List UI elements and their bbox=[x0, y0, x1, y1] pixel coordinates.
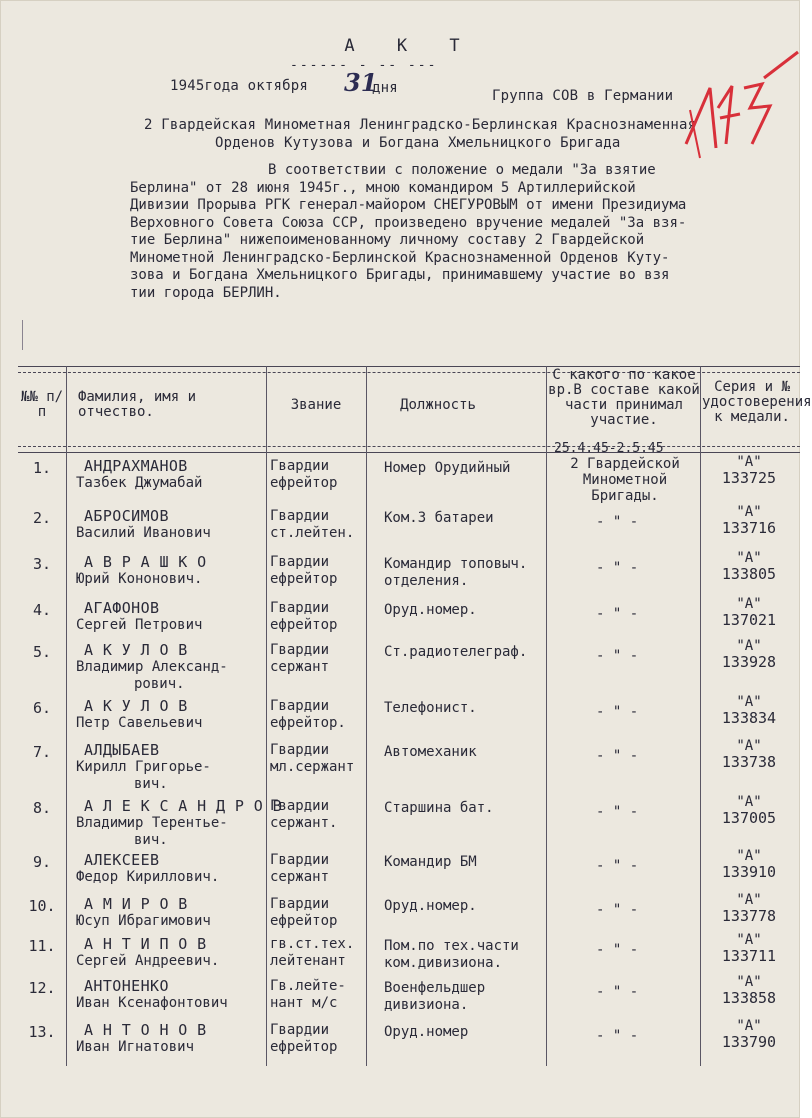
medal-series: "А" bbox=[736, 892, 762, 908]
medal-number: 133928 bbox=[721, 653, 777, 671]
given-name: Иван Игнатович bbox=[76, 1039, 195, 1055]
row-number: 1. bbox=[32, 459, 52, 477]
rank-line-1: Гвардии bbox=[270, 1022, 330, 1038]
brigade-line-2: Орденов Кутузова и Богдана Хмельницкого Бригада bbox=[215, 135, 621, 151]
header-bottom-rule-solid bbox=[18, 452, 800, 453]
medal-number: 133711 bbox=[721, 947, 777, 965]
medal-number: 133834 bbox=[721, 709, 777, 727]
given-name-cont: рович. bbox=[134, 676, 185, 692]
row-number: 8. bbox=[32, 799, 52, 817]
preamble-line: зова и Богдана Хмельницкого Бригады, принимавшему участие во взя bbox=[130, 267, 670, 283]
rank-line-1: Гвардии bbox=[270, 600, 330, 616]
award-table bbox=[18, 366, 812, 1066]
medal-number: 137021 bbox=[721, 611, 777, 629]
preamble-line: Минометной Ленинградско-Берлинской Краснознаменной Орденов Куту- bbox=[130, 249, 670, 266]
red-handwritten-mark bbox=[680, 48, 800, 168]
given-name: Владимир Терентье- bbox=[76, 815, 228, 831]
medal-series: "А" bbox=[736, 974, 762, 990]
medal-series: "А" bbox=[736, 694, 762, 710]
handwritten-day: 31 bbox=[344, 68, 378, 97]
brigade-line-1: 2 Гвардейская Минометная Ленинградско-Берлинская Краснознаменная bbox=[144, 117, 697, 133]
margin-mark bbox=[22, 320, 23, 350]
given-name: Юрий Кононович. bbox=[76, 571, 203, 587]
surname: А К У Л О В bbox=[84, 641, 188, 659]
preamble-line: Верховного Совета Союза ССР, произведено вручение медалей "За взя- bbox=[130, 214, 687, 231]
given-name-cont: вич. bbox=[134, 832, 168, 848]
surname: АНТОНЕНКО bbox=[84, 977, 169, 995]
medal-series: "А" bbox=[736, 848, 762, 864]
medal-number: 133805 bbox=[721, 565, 777, 583]
unit-ditto: - " - bbox=[596, 1028, 639, 1044]
given-name: Сергей Петрович bbox=[76, 617, 203, 633]
rank-line-2: сержант. bbox=[270, 815, 338, 831]
surname: А В Р А Ш К О bbox=[84, 553, 207, 571]
given-name: Сергей Андреевич. bbox=[76, 953, 220, 969]
medal-series: "А" bbox=[736, 794, 762, 810]
rank-line-2: сержант bbox=[270, 659, 330, 675]
rank-line-2: ефрейтор bbox=[270, 571, 338, 587]
rank-line-1: Гвардии bbox=[270, 698, 330, 714]
rank-line-2: ст.лейтен. bbox=[270, 525, 355, 541]
unit-ditto: - " - bbox=[596, 648, 639, 664]
row-number: 5. bbox=[32, 643, 52, 661]
surname: А Н Т О Н О В bbox=[84, 1021, 207, 1039]
surname: АГАФОНОВ bbox=[84, 599, 160, 617]
medal-series: "А" bbox=[736, 596, 762, 612]
row-number: 3. bbox=[32, 555, 52, 573]
position-line-1: Оруд.номер. bbox=[384, 898, 477, 914]
preamble-line: тие Берлина" нижепоименованному личному составу 2 Гвардейской bbox=[130, 232, 645, 248]
unit-ditto: - " - bbox=[596, 942, 639, 958]
rank-line-2: ефрейтор bbox=[270, 913, 338, 929]
header-rank: Звание bbox=[290, 397, 342, 413]
surname: АНДРАХМАНОВ bbox=[84, 457, 188, 475]
position-line-1: Ст.радиотелеграф. bbox=[384, 644, 528, 660]
surname: АБРОСИМОВ bbox=[84, 507, 169, 525]
rank-line-2: ефрейтор bbox=[270, 1039, 338, 1055]
medal-series: "А" bbox=[736, 638, 762, 654]
medal-series: "А" bbox=[736, 738, 762, 754]
unit-ditto: - " - bbox=[596, 704, 639, 720]
title-underline: ------ - -- --- bbox=[290, 58, 438, 73]
medal-number: 133858 bbox=[721, 989, 777, 1007]
preamble-line: Берлина" от 28 июня 1945г., мною командиром 5 Артиллерийской bbox=[130, 179, 636, 196]
preamble-line: Дивизии Прорыва РГК генерал-майором СНЕГУРОВЫМ от имени Президиума bbox=[130, 197, 687, 213]
col-divider bbox=[546, 366, 547, 1066]
rank-line-1: гв.ст.тех. bbox=[270, 936, 355, 952]
position-line-1: Оруд.номер. bbox=[384, 602, 477, 618]
col-divider bbox=[700, 366, 701, 1066]
position-line-1: Номер Орудийный bbox=[384, 460, 511, 476]
rank-line-1: Гвардии bbox=[270, 798, 330, 814]
medal-number: 133790 bbox=[721, 1033, 777, 1051]
given-name: Юсуп Ибрагимович bbox=[76, 913, 211, 929]
position-line-1: Автомеханик bbox=[384, 744, 477, 760]
preamble-line: В соответствии с положение о медали "За взятие bbox=[268, 162, 656, 178]
rank-line-1: Гв.лейте- bbox=[270, 978, 346, 994]
surname: А Н Т И П О В bbox=[84, 935, 207, 953]
surname: А К У Л О В bbox=[84, 697, 188, 715]
medal-series: "А" bbox=[736, 504, 762, 520]
position-line-1: Командир БМ bbox=[384, 854, 477, 870]
medal-number: 133716 bbox=[721, 519, 777, 537]
rank-line-1: Гвардии bbox=[270, 458, 330, 474]
row-number: 4. bbox=[32, 601, 52, 619]
row-number: 9. bbox=[32, 853, 52, 871]
medal-number: 133725 bbox=[721, 469, 777, 487]
header-unit: С какого по какое вр.В составе какой части принимал участие. bbox=[548, 367, 700, 428]
rank-line-2: мл.сержант bbox=[270, 759, 355, 775]
rank-line-1: Гвардии bbox=[270, 508, 330, 524]
position-line-2: ком.дивизиона. bbox=[384, 955, 503, 971]
given-name: Владимир Александ- bbox=[76, 659, 228, 675]
row-number: 7. bbox=[32, 743, 52, 761]
header-num: №№ п/п bbox=[20, 389, 64, 420]
position-line-2: отделения. bbox=[384, 573, 469, 589]
position-line-1: Старшина бат. bbox=[384, 800, 494, 816]
unit-ditto: - " - bbox=[596, 984, 639, 1000]
surname: АЛЕКСЕЕВ bbox=[84, 851, 160, 869]
header-medal: Серия и № удостоверения к медали. bbox=[702, 379, 812, 425]
preamble-text bbox=[130, 162, 770, 302]
rank-line-1: Гвардии bbox=[270, 554, 330, 570]
given-name: Иван Ксенафонтович bbox=[76, 995, 228, 1011]
header-name: Фамилия, имя и отчество. bbox=[78, 389, 197, 420]
medal-number: 133738 bbox=[721, 753, 777, 771]
unit-ditto: - " - bbox=[596, 804, 639, 820]
rank-line-2: ефрейтор bbox=[270, 617, 338, 633]
position-line-1: Военфельдшер bbox=[384, 980, 486, 996]
rank-line-1: Гвардии bbox=[270, 642, 330, 658]
rank-line-2: ефрейтор. bbox=[270, 715, 346, 731]
medal-number: 133910 bbox=[721, 863, 777, 881]
medal-number: 137005 bbox=[721, 809, 777, 827]
header-bottom-rule bbox=[18, 446, 800, 447]
given-name: Кирилл Григорье- bbox=[76, 759, 211, 775]
row-number: 2. bbox=[32, 509, 52, 527]
given-name-cont: вич. bbox=[134, 776, 168, 792]
position-line-1: Оруд.номер bbox=[384, 1024, 469, 1040]
unit-cell: 2 Гвардейской Минометной Бригады. bbox=[570, 456, 680, 504]
header-position: Должность bbox=[400, 397, 476, 413]
position-line-1: Пом.по тех.части bbox=[384, 938, 519, 954]
col-divider bbox=[366, 366, 367, 1066]
rank-line-1: Гвардии bbox=[270, 896, 330, 912]
medal-series: "А" bbox=[736, 454, 762, 470]
surname: АЛДЫБАЕВ bbox=[84, 741, 160, 759]
row-number: 10. bbox=[28, 897, 56, 915]
unit-ditto: - " - bbox=[596, 514, 639, 530]
row-number: 12. bbox=[28, 979, 56, 997]
given-name: Петр Савельевич bbox=[76, 715, 203, 731]
rank-line-2: сержант bbox=[270, 869, 330, 885]
medal-number: 133778 bbox=[721, 907, 777, 925]
date-prefix: 1945года октября bbox=[170, 78, 309, 94]
rank-line-2: лейтенант bbox=[270, 953, 346, 969]
rank-line-1: Гвардии bbox=[270, 742, 330, 758]
col-divider bbox=[266, 366, 267, 1066]
given-name: Федор Кириллович. bbox=[76, 869, 220, 885]
preamble-line: тии города БЕРЛИН. bbox=[130, 284, 282, 301]
row-number: 13. bbox=[28, 1023, 56, 1041]
date-suffix: дня bbox=[372, 80, 398, 96]
rank-line-1: Гвардии bbox=[270, 852, 330, 868]
medal-series: "А" bbox=[736, 550, 762, 566]
unit-ditto: - " - bbox=[596, 858, 639, 874]
unit-ditto: - " - bbox=[596, 606, 639, 622]
position-line-1: Ком.3 батареи bbox=[384, 510, 494, 526]
col-divider bbox=[66, 366, 67, 1066]
position-line-1: Телефонист. bbox=[384, 700, 477, 716]
medal-series: "А" bbox=[736, 1018, 762, 1034]
unit-ditto: - " - bbox=[596, 560, 639, 576]
position-line-2: дивизиона. bbox=[384, 997, 469, 1013]
position-line-1: Командир топовыч. bbox=[384, 556, 528, 572]
surname: А Л Е К С А Н Д Р О В bbox=[84, 797, 283, 815]
medal-series: "А" bbox=[736, 932, 762, 948]
surname: А М И Р О В bbox=[84, 895, 188, 913]
unit-ditto: - " - bbox=[596, 748, 639, 764]
unit-ditto: - " - bbox=[596, 902, 639, 918]
given-name: Тазбек Джумабай bbox=[76, 475, 203, 491]
document-title: А К Т bbox=[344, 36, 476, 56]
row-number: 11. bbox=[28, 937, 56, 955]
rank-line-2: ефрейтор bbox=[270, 475, 338, 491]
participation-period: 25.4.45-2.5.45 bbox=[554, 441, 664, 456]
row-number: 6. bbox=[32, 699, 52, 717]
rank-line-2: нант м/с bbox=[270, 995, 338, 1011]
location: Группа СОВ в Германии bbox=[492, 88, 674, 104]
given-name: Василий Иванович bbox=[76, 525, 211, 541]
